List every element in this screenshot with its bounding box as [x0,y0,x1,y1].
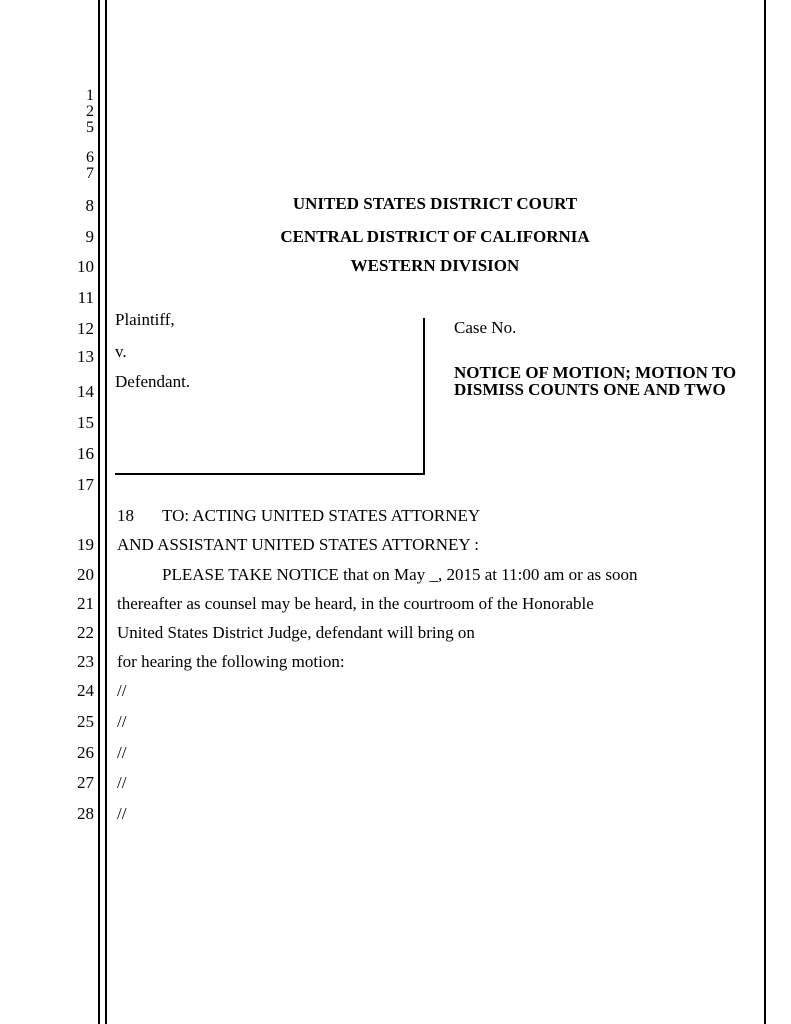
line-number: 23 [77,652,94,671]
body-line-22: United States District Judge, defendant will bring on [117,623,475,642]
line-number: 13 [77,347,94,366]
line-number: 9 [85,227,94,246]
versus-label: v. [115,342,127,361]
line-number: 15 [77,413,94,432]
line-number: 22 [77,623,94,642]
line-number: 27 [77,773,94,792]
line-number: 25 [77,712,94,731]
slash-line-26: // [117,743,127,762]
body-line-23: for hearing the following motion: [117,652,345,671]
left-margin-rule-inner [105,0,107,1024]
document-title-line2: DISMISS COUNTS ONE AND TWO [454,380,726,399]
slash-line-24: // [117,681,127,700]
line-number: 10 [77,257,94,276]
slash-line-27: // [117,773,127,792]
line-number: 20 [77,565,94,584]
line-number: 24 [77,681,94,700]
court-name: UNITED STATES DISTRICT COURT [292,194,578,213]
district-name: CENTRAL DISTRICT OF CALIFORNIA [280,227,590,246]
right-margin-rule [764,0,766,1024]
line-number: 14 [77,382,94,401]
body-line-21: thereafter as counsel may be heard, in the courtroom of the Honorable [117,594,594,613]
line-number: 21 [77,594,94,613]
line-number: 2 [86,103,94,120]
line-number: 28 [77,804,94,823]
line-number: 6 [86,149,94,166]
line-number: 16 [77,444,94,463]
line-number: 8 [85,196,94,215]
caption-horizontal-rule [115,473,425,475]
division-name: WESTERN DIVISION [350,256,520,275]
line-number: 12 [77,319,94,338]
left-margin-rule-outer [98,0,100,1024]
line-number: 1 [86,87,94,104]
line-number: 7 [86,165,94,182]
line-number: 26 [77,743,94,762]
body-line-19: AND ASSISTANT UNITED STATES ATTORNEY : [117,535,480,554]
body-line-20: PLEASE TAKE NOTICE that on May _, 2015 at 11:00 am or as soon [162,565,638,584]
slash-line-25: // [117,712,127,731]
inline-line-number: 18 [117,506,134,525]
line-number: 5 [86,119,94,136]
line-number: 17 [77,475,94,494]
document-title-line1: NOTICE OF MOTION; MOTION TO [454,363,737,382]
slash-line-28: // [117,804,127,823]
plaintiff-label: Plaintiff, [115,310,175,329]
line-number: 11 [77,288,94,307]
addressee-line: TO: ACTING UNITED STATES ATTORNEY [162,506,481,525]
case-number-label: Case No. [454,318,517,337]
defendant-label: Defendant. [115,372,191,391]
caption-vertical-rule [423,318,425,475]
line-number: 19 [77,535,94,554]
